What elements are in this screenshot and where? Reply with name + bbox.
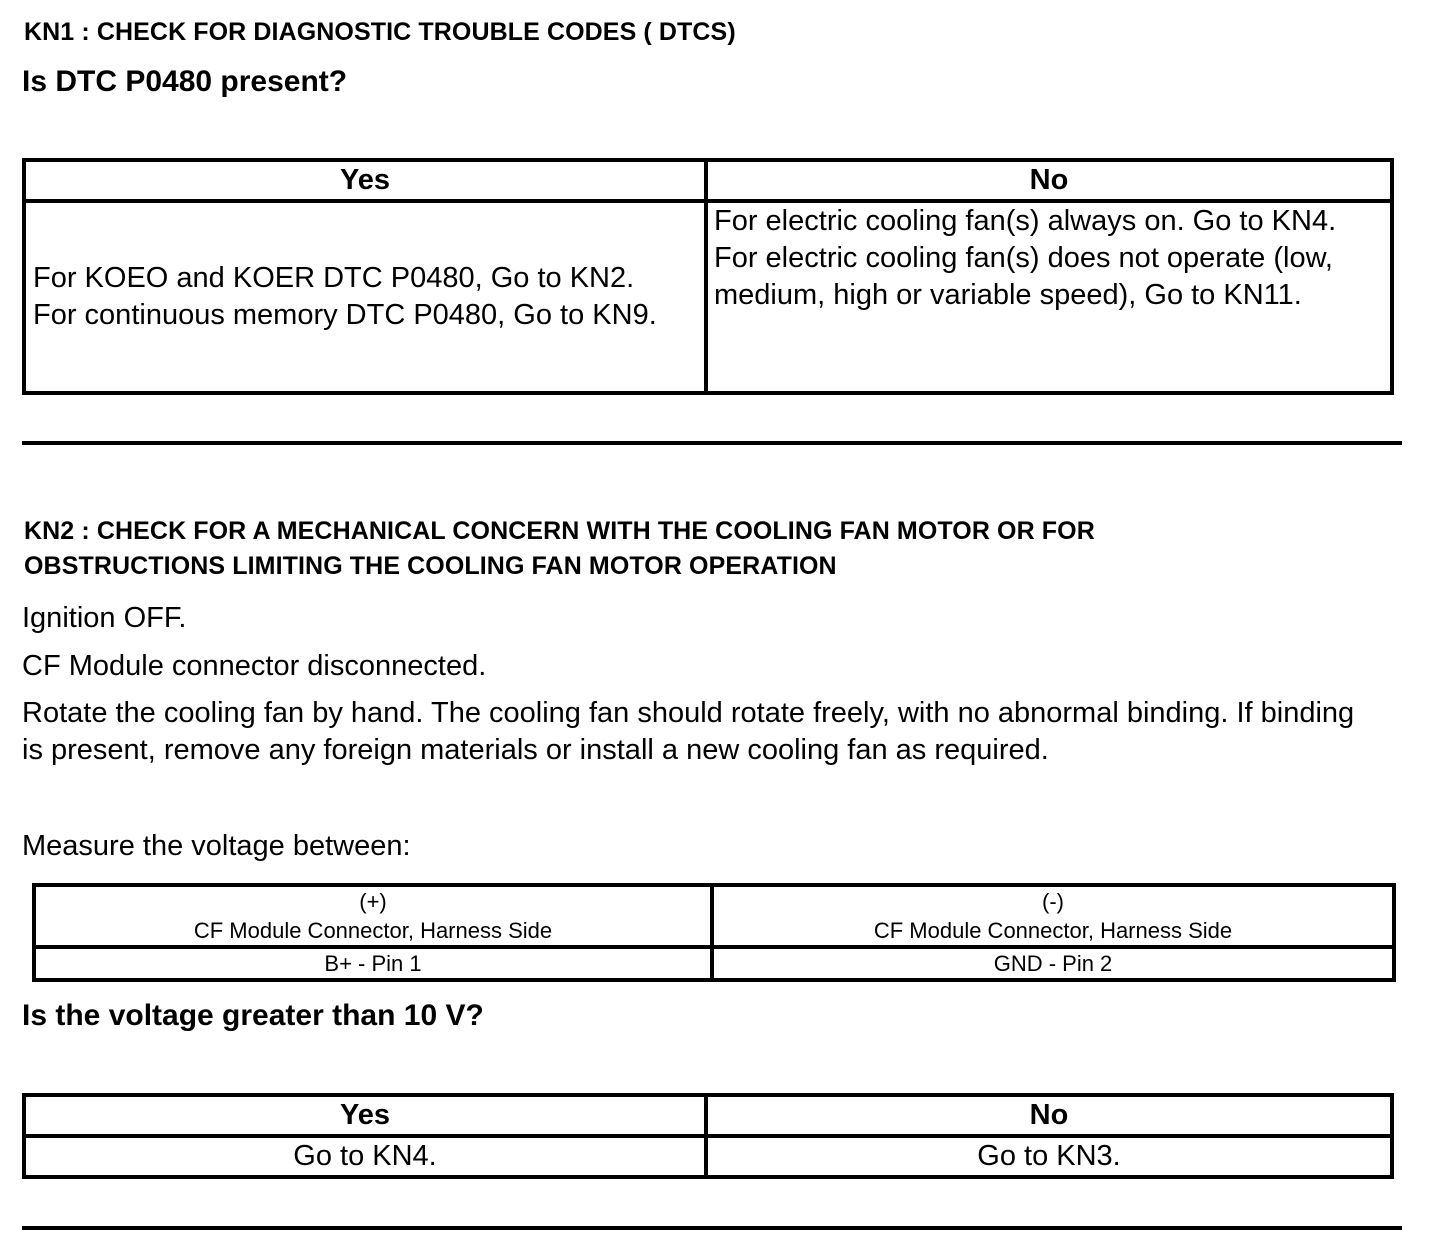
section-divider (22, 441, 1402, 445)
yes-line: For continuous memory DTC P0480, Go to KN9. (33, 299, 657, 331)
positive-probe-cell (34, 885, 712, 947)
step-ignition-off: Ignition OFF. (22, 602, 187, 634)
table-row (24, 201, 1392, 393)
kn2-result-table (22, 1093, 1394, 1179)
step-rotate-fan: Rotate the cooling fan by hand. The cooling fan should rotate freely, with no abnormal binding. If binding is present, remove any foreign materials or install a new cooling fan as required. (22, 697, 1355, 766)
no-header: No (706, 1095, 1392, 1136)
no-line: For electric cooling fan(s) always on. Go to KN4. (714, 205, 1337, 237)
yes-cell (24, 201, 706, 393)
kn1-result-table (22, 158, 1394, 395)
step-connector-disconnected: CF Module connector disconnected. (22, 650, 487, 682)
negative-symbol: (-) (1042, 889, 1064, 914)
no-line: For electric cooling fan(s) does not operate (low, medium, high or variable speed), Go to KN11. (714, 242, 1333, 311)
kn1-question: Is DTC P0480 present? (22, 65, 348, 98)
kn2-step-title-line2: OBSTRUCTIONS LIMITING THE COOLING FAN MOTOR OPERATION (24, 552, 837, 580)
no-cell: Go to KN3. (706, 1136, 1392, 1177)
yes-line: For KOEO and KOER DTC P0480, Go to KN2. (33, 262, 635, 294)
negative-pin-cell: GND - Pin 2 (712, 947, 1394, 980)
no-header: No (706, 160, 1392, 201)
positive-symbol: (+) (359, 889, 387, 914)
no-cell (706, 201, 1392, 393)
table-header-row (24, 160, 1392, 201)
negative-label: CF Module Connector, Harness Side (873, 918, 1233, 943)
measurement-table (32, 883, 1396, 982)
kn2-question: Is the voltage greater than 10 V? (22, 999, 484, 1032)
yes-cell: Go to KN4. (24, 1136, 706, 1177)
positive-pin-cell: B+ - Pin 1 (34, 947, 712, 980)
table-row (24, 1136, 1392, 1177)
step-measure-voltage: Measure the voltage between: (22, 830, 411, 862)
negative-probe-cell (712, 885, 1394, 947)
yes-header: Yes (24, 160, 706, 201)
table-header-row (34, 885, 1394, 947)
yes-header: Yes (24, 1095, 706, 1136)
kn1-step-title: KN1 : CHECK FOR DIAGNOSTIC TROUBLE CODES ( DTCS) (24, 18, 736, 46)
positive-label: CF Module Connector, Harness Side (193, 918, 553, 943)
table-row (34, 947, 1394, 980)
table-header-row (24, 1095, 1392, 1136)
section-divider (22, 1226, 1402, 1230)
kn2-step-title: KN2 : CHECK FOR A MECHANICAL CONCERN WITH THE COOLING FAN MOTOR OR FOR (24, 517, 1095, 545)
